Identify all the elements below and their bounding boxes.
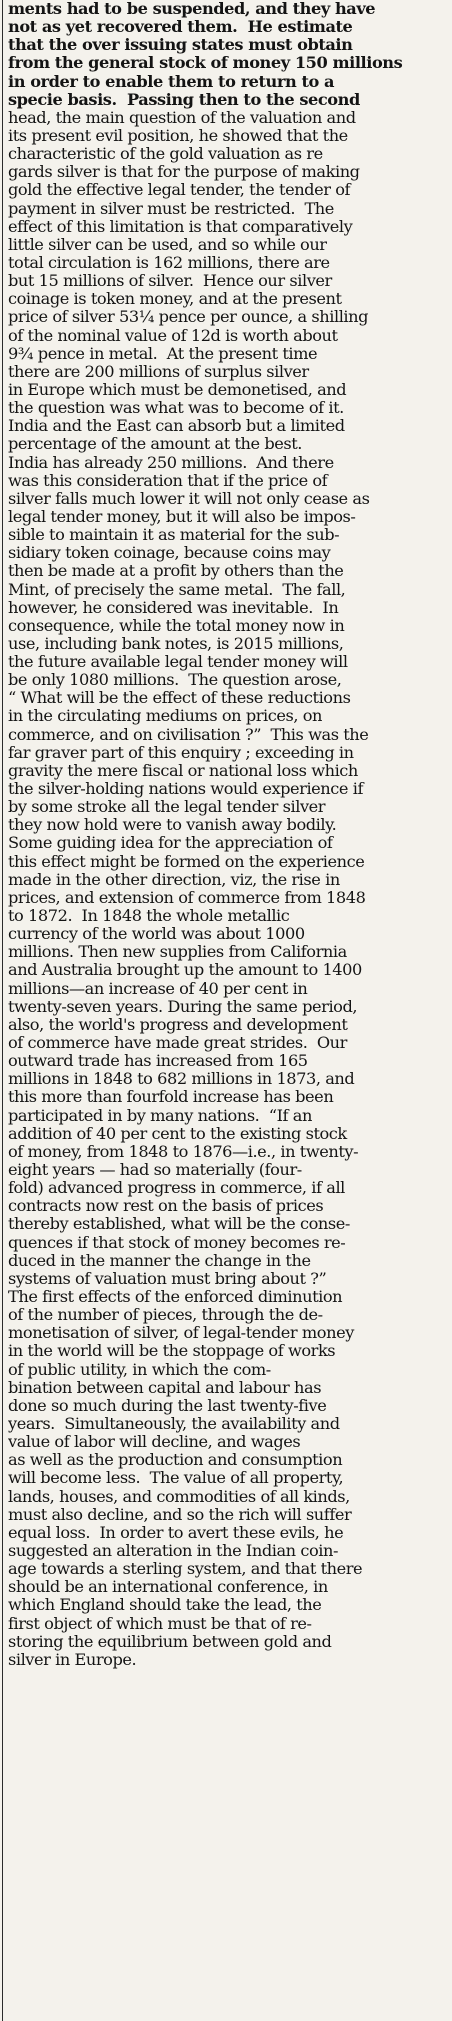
article-line: systems of valuation must bring about ?” — [8, 1269, 327, 1288]
article-line: legal tender money, but it will also be impos- — [8, 507, 356, 526]
article-line: fold) advanced progress in commerce, if all — [8, 1179, 345, 1198]
article-line: equal loss. In order to avert these evils, he — [8, 1523, 344, 1542]
article-line: be only 1080 millions. The question arose, — [8, 671, 342, 690]
article-line: which England should take the lead, the — [8, 1596, 322, 1615]
article-line: not as yet recovered them. He estimate — [8, 18, 353, 37]
article-line: storing the equilibrium between gold and — [8, 1632, 332, 1651]
article-line: payment in silver must be restricted. The — [8, 199, 334, 218]
article-line: in Europe which must be demonetised, and — [8, 380, 347, 399]
article-line: prices, and extension of commerce from 1848 — [8, 888, 366, 907]
article-line: 9¾ pence in metal. At the present time — [8, 344, 318, 363]
article-line: of the nominal value of 12d is worth about — [8, 326, 338, 345]
article-line: effect of this limitation is that comparatively — [8, 217, 353, 236]
article-line: of the number of pieces, through the de- — [8, 1306, 323, 1325]
article-line: millions—an increase of 40 per cent in — [8, 979, 308, 998]
article-line: done so much during the last twenty-five — [8, 1396, 327, 1415]
article-line: Some guiding idea for the appreciation of — [8, 834, 333, 853]
article-line: years. Simultaneously, the availability and — [8, 1414, 340, 1433]
article-line: bination between capital and labour has — [8, 1378, 322, 1397]
article-line: currency of the world was about 1000 — [8, 925, 305, 944]
article-line: far graver part of this enquiry ; exceeding in — [8, 743, 354, 762]
article-line: sible to maintain it as material for the sub- — [8, 526, 340, 545]
article-line: “ What will be the effect of these reductions — [8, 689, 351, 708]
article-line: millions in 1848 to 682 millions in 1873, and — [8, 1070, 355, 1089]
article-line: in the world will be the stoppage of works — [8, 1342, 336, 1361]
article-line: should be an international conference, in — [8, 1578, 328, 1597]
article-line: the question was what was to become of it. — [8, 399, 344, 418]
article-line: and Australia brought up the amount to 1400 — [8, 961, 362, 980]
article-line: eight years — had so materially (four- — [8, 1161, 302, 1179]
article-line: millions. Then new supplies from California — [8, 943, 347, 962]
article-line: suggested an alteration in the Indian coin- — [8, 1541, 338, 1560]
article-line: percentage of the amount at the best. — [8, 435, 302, 454]
article-line: first object of which must be that of re- — [8, 1614, 312, 1633]
article-line: in order to enable them to return to a — [8, 72, 335, 91]
article-line: silver falls much lower it will not only cease as — [8, 489, 370, 508]
article-line: India has already 250 millions. And there — [8, 453, 334, 472]
article-line: must also decline, and so the rich will suffer — [8, 1505, 352, 1524]
article-line: contracts now rest on the basis of prices — [8, 1197, 324, 1216]
article-line: was this consideration that if the price of — [8, 471, 328, 490]
article-line: the silver-holding nations would experience if — [8, 780, 363, 799]
article-line: gards silver is that for the purpose of making — [8, 163, 360, 182]
article-line: addition of 40 per cent to the existing stock — [8, 1124, 347, 1143]
article-line: sidiary token coinage, because coins may — [8, 544, 331, 563]
article-line: will become less. The value of all property, — [8, 1469, 344, 1488]
article-line: characteristic of the gold valuation as re — [8, 145, 323, 164]
article-line: lands, houses, and commodities of all kinds, — [8, 1487, 350, 1506]
article-line: but 15 millions of silver. Hence our silver — [8, 272, 332, 291]
article-line: also, the world's progress and development — [8, 1015, 348, 1034]
article-line: however, he considered was inevitable. In — [8, 598, 339, 617]
article-line: gravity the mere fiscal or national loss which — [8, 761, 358, 780]
article-line: consequence, while the total money now in — [8, 616, 345, 635]
article-line: outward trade has increased from 165 — [8, 1052, 308, 1071]
article-line: then be made at a profit by others than the — [8, 562, 344, 581]
article-line: this effect might be formed on the experience — [8, 852, 365, 871]
column-rule — [2, 0, 3, 2021]
article-line: from the general stock of money 150 millions — [8, 54, 403, 73]
article-line: The first effects of the enforced diminution — [8, 1287, 343, 1306]
article-line: commerce, and on civilisation ?” This was the — [8, 725, 369, 744]
article-line: head, the main question of the valuation and — [8, 108, 356, 127]
article-line: this more than fourfold increase has been — [8, 1088, 334, 1107]
article-line: of commerce have made great strides. Our — [8, 1034, 347, 1053]
article-line: they now hold were to vanish away bodily. — [8, 816, 337, 835]
article-line: of money, from 1848 to 1876—i.e., in twenty- — [8, 1142, 359, 1161]
article-line: India and the East can absorb but a limited — [8, 417, 345, 436]
article-line: that the over issuing states must obtain — [8, 36, 353, 55]
article-line: little silver can be used, and so while our — [8, 235, 327, 254]
article-line: total circulation is 162 millions, there are — [8, 253, 330, 272]
article-line: the future available legal tender money will — [8, 653, 348, 672]
article-line: made in the other direction, viz, the rise in — [8, 870, 340, 889]
article-line: its present evil position, he showed that the — [8, 126, 348, 145]
article-line: to 1872. In 1848 the whole metallic — [8, 907, 290, 926]
article-line: quences if that stock of money becomes re- — [8, 1233, 346, 1252]
article-line: specie basis. Passing then to the second — [8, 90, 360, 109]
article-line: age towards a sterling system, and that there — [8, 1560, 363, 1579]
article-line: use, including bank notes, is 2015 millions, — [8, 634, 344, 653]
article-line: silver in Europe. — [8, 1650, 137, 1669]
article-line: gold the effective legal tender, the tender of — [8, 181, 351, 200]
article-line: value of labor will decline, and wages — [8, 1433, 301, 1452]
article-line: twenty-seven years. During the same period, — [8, 997, 358, 1016]
article-line: as well as the production and consumption — [8, 1451, 343, 1470]
article-line: thereby established, what will be the conse- — [8, 1215, 350, 1234]
article-line: coinage is token money, and at the present — [8, 290, 342, 309]
article-column — [8, 0, 448, 1669]
article-line: duced in the manner the change in the — [8, 1251, 311, 1270]
article-line: of public utility, in which the com- — [8, 1360, 271, 1379]
article-line: monetisation of silver, of legal-tender money — [8, 1324, 354, 1343]
article-line: by some stroke all the legal tender silver — [8, 798, 326, 817]
article-line: there are 200 millions of surplus silver — [8, 362, 309, 381]
article-line: in the circulating mediums on prices, on — [8, 707, 323, 726]
article-line: Mint, of precisely the same metal. The fall, — [8, 580, 346, 599]
article-line: participated in by many nations. “If an — [8, 1106, 312, 1125]
article-line: ments had to be suspended, and they have — [8, 0, 376, 18]
article-line: price of silver 53¼ pence per ounce, a shilling — [8, 308, 369, 327]
